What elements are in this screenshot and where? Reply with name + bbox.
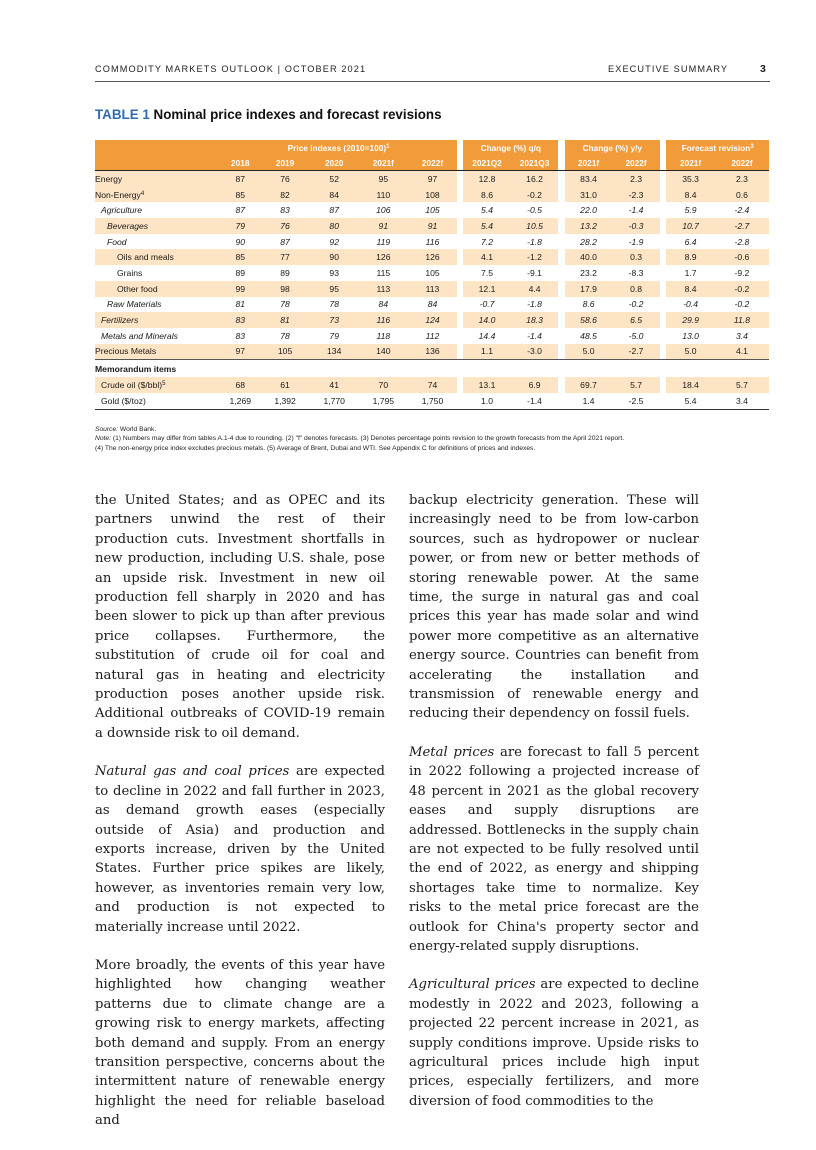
table-cell: 8.6: [463, 187, 511, 203]
table-cell: 124: [408, 312, 457, 328]
row-label: Beverages: [95, 218, 220, 234]
paragraph: backup electricity generation. These will increasingly need to be from low-carbon sources, such as hydropower or nuclear power, or from new or better methods of storing renewable power. At the same time, the surge in natural gas and coal prices this year has made solar and wind power more competitive as an alternative energy source. Countries can benefit from accelerating the installation and transmission of renewable energy and reducing their dependency on fossil fuels.: [409, 493, 699, 722]
note-line: Note: (1) Numbers may differ from tables A.1-4 due to rounding. (2) "f" denotes forecasts. (3) Denotes percentage points revision to the growth forecasts from the April 2021 report.: [95, 435, 625, 443]
table-cell: 10.7: [666, 218, 715, 234]
table-cell: 5.4: [463, 218, 511, 234]
table-cell: 5.0: [565, 344, 613, 360]
table-cell: -0.4: [683, 299, 698, 310]
group-forecast-revision: Forecast revision$^3$: [666, 140, 769, 155]
table-cell: 14.4: [478, 330, 496, 341]
table-cell: 112: [425, 330, 440, 341]
table-cell: -0.7: [479, 299, 495, 310]
table-cell: 113: [359, 281, 409, 297]
table-cell: 77: [260, 249, 310, 265]
table-cell: 11.8: [715, 312, 769, 328]
group-change-yy: Change (%) y/y: [565, 140, 660, 155]
body-column-left: [95, 491, 385, 1150]
row-label: Agriculture: [101, 205, 143, 216]
table-cell: 78: [329, 299, 339, 310]
table-cell: 28.2: [580, 236, 597, 247]
table-title: [95, 107, 442, 122]
table-label: TABLE 1: [95, 107, 150, 122]
table-cell: -1.9: [628, 236, 644, 247]
table-cell: 1,392: [260, 393, 310, 409]
table-row: [95, 312, 769, 328]
table-cell: 13.1: [463, 377, 511, 393]
paragraph: More broadly, the events of this year have highlighted how changing weather patterns due to climate change are a growing risk to energy markets, affecting both demand and supply. From an energy transition perspective, concerns about the intermittent nature of renewable energy highlight the need for reliable baseload and: [95, 957, 385, 1129]
table-cell: -2.7: [612, 344, 660, 360]
table-cell: 85: [220, 249, 260, 265]
table-cell: 61: [260, 377, 310, 393]
group-price-indexes: Price indexes (2010=100)$^1$: [220, 140, 457, 155]
col-header: 2021f: [666, 155, 715, 171]
table-row: [95, 328, 769, 344]
table-cell: 1.1: [463, 344, 511, 360]
table-cell: 134: [310, 344, 359, 360]
row-label: Energy: [95, 171, 220, 187]
page-number: 3: [760, 63, 766, 75]
col-header: 2021Q3: [511, 155, 559, 171]
table-cell: -0.2: [715, 281, 769, 297]
table-cell: 14.0: [463, 312, 511, 328]
table-cell: 106: [376, 205, 391, 216]
table-cell: -2.5: [612, 393, 660, 409]
body-column-right: [409, 491, 699, 1130]
table-cell: 17.9: [565, 281, 613, 297]
col-header: 2022f: [408, 155, 457, 171]
col-header: 2021f: [359, 155, 409, 171]
table-cell: -1.4: [511, 393, 559, 409]
table-cell: 136: [408, 344, 457, 360]
table-cell: 116: [359, 312, 409, 328]
table-cell: 84: [427, 299, 438, 310]
table-cell: 81: [235, 299, 246, 310]
table-cell: -1.4: [628, 205, 644, 216]
note-line-2: (4) The non-energy price index excludes precious metals. (5) Average of Brent, Dubai and WTI. See Appendix C for definitions of prices and indexes.: [95, 444, 536, 452]
table-cell: 105: [260, 344, 310, 360]
table-cell: 98: [260, 281, 310, 297]
table-cell: 93: [329, 267, 339, 278]
table-cell: 118: [376, 330, 391, 341]
table-cell: 92: [329, 236, 339, 247]
table-cell: 5.7: [715, 377, 769, 393]
table-cell: 89: [235, 267, 246, 278]
table-cell: 8.6: [582, 299, 595, 310]
table-cell: 13.2: [565, 218, 613, 234]
table-cell: -1.2: [511, 249, 559, 265]
table-cell: 4.1: [463, 249, 511, 265]
table-cell: -2.4: [734, 205, 750, 216]
row-label: Raw Materials: [107, 299, 162, 310]
row-label: Other food: [95, 281, 220, 297]
table-cell: 0.8: [612, 281, 660, 297]
table-cell: -0.3: [612, 218, 660, 234]
table-source-notes: [95, 425, 775, 453]
table-cell: -1.8: [527, 299, 542, 310]
table-group-header-row: [95, 140, 769, 155]
table-cell: 4.1: [715, 344, 769, 360]
table-cell: 110: [359, 187, 409, 203]
table-cell: -2.3: [612, 187, 660, 203]
table-cell: 16.2: [511, 171, 559, 187]
table-cell: 89: [280, 267, 290, 278]
table-cell: -0.2: [628, 299, 644, 310]
table-cell: 90: [310, 249, 359, 265]
price-index-table: [95, 140, 769, 410]
table-cell: 78: [280, 330, 290, 341]
table-cell: 52: [310, 171, 359, 187]
row-label: Gold ($/toz): [95, 393, 220, 409]
table-cell: 76: [260, 171, 310, 187]
table-cell: 23.2: [580, 267, 597, 278]
table-cell: 116: [425, 236, 440, 247]
table-cell: -0.5: [527, 205, 542, 216]
col-header: 2021f: [565, 155, 613, 171]
table-cell: 5.4: [666, 393, 715, 409]
row-label: Crude oil ($/bbl)$^5$: [95, 377, 220, 393]
table-cell: -9.2: [734, 267, 750, 278]
table-cell: 7.2: [481, 236, 493, 247]
table-cell: 29.9: [666, 312, 715, 328]
table-cell: 83: [220, 312, 260, 328]
table-cell: -9.1: [527, 267, 542, 278]
group-change-qq: Change (%) q/q: [463, 140, 558, 155]
table-cell: 85: [220, 187, 260, 203]
table-cell: 2.3: [612, 171, 660, 187]
table-cell: 3.4: [735, 330, 748, 341]
paragraph: Metal prices are forecast to fall 5 percent in 2022 following a projected increase of 48 percent in 2021 as the global recovery eases and supply disruptions are addressed. Bottlenecks in the supply chain are not expected to be fully resolved until the end of 2022, as energy and shipping shortages take time to normalize. Key risks to the metal price forecast are the outlook for China's property sector and energy-related supply disruptions.: [409, 744, 699, 954]
table-row: [95, 297, 769, 313]
table-cell: 6.4: [684, 236, 697, 247]
table-cell: -2.7: [715, 218, 769, 234]
table-cell: 13.0: [682, 330, 699, 341]
col-header: 2018: [220, 155, 260, 171]
paragraph: the United States; and as OPEC and its partners unwind the rest of their production cuts. Investment shortfalls in new production, including U.S. shale, pose an upside risk. Investment in new oil production fell sharply in 2020 and has been slower to pick up than after previous price collapses. Furthermore, the substitution of crude oil for coal and natural gas in heating and electricity production poses another upside risk. Additional outbreaks of COVID-19 remain a downside risk to oil demand.: [95, 493, 385, 741]
table-cell: -1.8: [527, 236, 542, 247]
table-cell: 10.5: [511, 218, 559, 234]
table-cell: 84: [310, 187, 359, 203]
table-cell: 69.7: [565, 377, 613, 393]
table-cell: 1.7: [684, 267, 697, 278]
table-cell: 7.5: [481, 267, 493, 278]
row-label: Oils and meals: [95, 249, 220, 265]
table-cell: 113: [408, 281, 457, 297]
table-cell: 91: [408, 218, 457, 234]
table-cell: 79: [220, 218, 260, 234]
table-cell: 83.4: [565, 171, 613, 187]
col-header: 2020: [310, 155, 359, 171]
table-cell: 87: [235, 205, 246, 216]
table-cell: 1,795: [359, 393, 409, 409]
row-label: Food: [107, 236, 127, 247]
table-cell: 83: [235, 330, 246, 341]
table-cell: 12.8: [463, 171, 511, 187]
table-cell: 140: [359, 344, 409, 360]
running-header-title: COMMODITY MARKETS OUTLOOK | OCTOBER 2021: [95, 64, 367, 74]
col-header: 2021Q2: [463, 155, 511, 171]
col-header: 2019: [260, 155, 310, 171]
paragraph: Agricultural prices are expected to decline modestly in 2022 and 2023, following a projected 22 percent increase in 2021, as supply conditions improve. Upside risks to agricultural prices include high input prices, especially fertilizers, and more diversion of food commodities to the: [409, 977, 699, 1109]
table-cell: 48.5: [580, 330, 597, 341]
table-cell: 1.0: [463, 393, 511, 409]
table-cell: 12.1: [463, 281, 511, 297]
table-cell: 1,770: [310, 393, 359, 409]
table-cell: 70: [359, 377, 409, 393]
table-cell: -5.0: [628, 330, 644, 341]
table-title-text: Nominal price indexes and forecast revisions: [153, 107, 442, 122]
table-cell: 31.0: [565, 187, 613, 203]
table-cell: 18.4: [666, 377, 715, 393]
table-cell: 2.3: [715, 171, 769, 187]
table-row: [95, 171, 769, 187]
table-cell: -3.0: [511, 344, 559, 360]
table-row: [95, 377, 769, 393]
table-cell: 126: [359, 249, 409, 265]
table-row: [95, 249, 769, 265]
table-row: [95, 265, 769, 281]
table-cell: 99: [220, 281, 260, 297]
table-cell: 84: [378, 299, 389, 310]
table-row: [95, 344, 769, 360]
table-year-header-row: [95, 155, 769, 171]
table-cell: 5.4: [481, 205, 493, 216]
row-label: Precious Metals: [95, 344, 220, 360]
source-line: Source: World Bank.: [95, 426, 157, 433]
table-cell: 0.3: [612, 249, 660, 265]
table-cell: 8.4: [666, 281, 715, 297]
table-cell: 58.6: [565, 312, 613, 328]
table-cell: -0.2: [734, 299, 750, 310]
table-row: [95, 202, 769, 218]
table-cell: 8.4: [666, 187, 715, 203]
table-cell: 18.3: [511, 312, 559, 328]
table-cell: 82: [260, 187, 310, 203]
row-label: Metals and Minerals: [101, 330, 178, 341]
table-cell: 115: [376, 267, 391, 278]
table-cell: 22.0: [580, 205, 597, 216]
table-cell: 87: [220, 171, 260, 187]
table-cell: 78: [280, 299, 290, 310]
row-label: Grains: [117, 267, 143, 278]
table-cell: 87: [280, 236, 290, 247]
table-row: [95, 234, 769, 250]
table-cell: 5.7: [612, 377, 660, 393]
table-cell: 105: [425, 205, 440, 216]
table-row: [95, 393, 769, 409]
row-label: Non-Energy$^4$: [95, 187, 220, 203]
memorandum-header-row: [95, 360, 769, 378]
table-cell: 68: [220, 377, 260, 393]
table-cell: 73: [310, 312, 359, 328]
table-cell: 91: [359, 218, 409, 234]
table-cell: 41: [310, 377, 359, 393]
table-cell: -0.6: [715, 249, 769, 265]
table-cell: 74: [408, 377, 457, 393]
table-cell: 8.9: [666, 249, 715, 265]
table-cell: 87: [329, 205, 339, 216]
memorandum-label: Memorandum items: [95, 360, 769, 378]
table-row: [95, 281, 769, 297]
table-cell: -2.8: [734, 236, 750, 247]
table-cell: 5.9: [684, 205, 697, 216]
table-row: [95, 187, 769, 203]
table-cell: -8.3: [628, 267, 644, 278]
table-cell: 4.4: [511, 281, 559, 297]
table-cell: 1,750: [408, 393, 457, 409]
table-cell: -1.4: [527, 330, 542, 341]
table-cell: 1,269: [220, 393, 260, 409]
table-cell: 108: [408, 187, 457, 203]
table-cell: 81: [260, 312, 310, 328]
row-label: Fertilizers: [95, 312, 220, 328]
table-cell: 76: [260, 218, 310, 234]
table-cell: 35.3: [666, 171, 715, 187]
table-cell: 83: [280, 205, 290, 216]
col-header: 2022f: [715, 155, 769, 171]
table-cell: -0.2: [511, 187, 559, 203]
table-cell: 119: [376, 236, 391, 247]
table-cell: 5.0: [666, 344, 715, 360]
running-header-section: EXECUTIVE SUMMARY: [608, 64, 729, 74]
table-cell: 90: [235, 236, 246, 247]
table-cell: 1.4: [565, 393, 613, 409]
col-header: 2022f: [612, 155, 660, 171]
table-cell: 3.4: [715, 393, 769, 409]
table-row: [95, 218, 769, 234]
table-cell: 79: [329, 330, 339, 341]
table-cell: 95: [359, 171, 409, 187]
group-header-blank: [95, 140, 220, 155]
table-cell: 6.5: [612, 312, 660, 328]
table-cell: 97: [408, 171, 457, 187]
table-cell: 105: [425, 267, 440, 278]
table-cell: 80: [310, 218, 359, 234]
table-cell: 6.9: [511, 377, 559, 393]
header-rule: [95, 81, 770, 82]
table-cell: 95: [310, 281, 359, 297]
table-cell: 40.0: [565, 249, 613, 265]
table-cell: 0.6: [715, 187, 769, 203]
table-cell: 97: [220, 344, 260, 360]
paragraph: Natural gas and coal prices are expected to decline in 2022 and fall further in 2023, as demand growth eases (especially outside of Asia) and production and exports increase, driven by the United States. Further price spikes are likely, however, as inventories remain very low, and production is not expected to materially increase until 2022.: [95, 764, 385, 935]
table-cell: 126: [408, 249, 457, 265]
